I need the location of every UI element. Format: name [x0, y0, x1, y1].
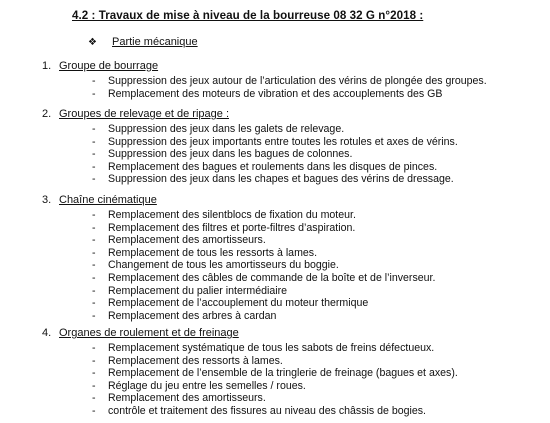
list-item-text: Remplacement des ressorts à lames. [108, 354, 283, 367]
subheading-label: Partie mécanique [112, 36, 198, 48]
section-number: 4. [42, 327, 52, 339]
dash-marker: - [92, 309, 96, 322]
list-item-text: Remplacement de l’accouplement du moteur thermique [108, 297, 369, 310]
dash-marker: - [92, 284, 96, 297]
section-heading [42, 60, 158, 72]
list-item-text: Remplacement des filtres et porte-filtres d’aspiration. [108, 221, 356, 234]
list-item-text: Suppression des jeux dans les galets de relevage. [108, 123, 345, 135]
list-item-text: Remplacement de l’ensemble de la tringlerie de freinage (bagues et axes). [108, 367, 458, 380]
list-item-text: contrôle et traitement des fissures au niveau des châssis de bogies. [108, 404, 426, 417]
section-heading [42, 327, 239, 339]
section-number: 3. [42, 194, 52, 206]
dash-marker: - [92, 404, 96, 417]
dash-marker: - [92, 246, 96, 259]
section-heading [42, 194, 157, 206]
diamond-bullet-icon: ❖ [88, 37, 97, 48]
list-item-text: Remplacement de tous les ressorts à lames. [108, 246, 318, 259]
list-item-text: Remplacement des moteurs de vibration et des accouplements des GB [108, 87, 443, 100]
list-item-text: Remplacement systématique de tous les sabots de freins défectueux. [108, 342, 435, 354]
list-item-text: Remplacement des bagues et roulements dans les disques de pinces. [108, 160, 438, 173]
subheading-partie-mecanique [88, 36, 198, 48]
section-title: Groupe de bourrage [59, 60, 159, 72]
dash-marker: - [92, 221, 96, 234]
list-item-text: Remplacement des amortisseurs. [108, 392, 266, 405]
dash-marker: - [92, 234, 96, 247]
dash-marker: - [92, 271, 96, 284]
section-title: Organes de roulement et de freinage [59, 327, 239, 339]
document-title: 4.2 : Travaux de mise à niveau de la bourreuse 08 32 G n°2018 : [72, 9, 424, 22]
list-item-text: Suppression des jeux dans les chapes et bagues des vérins de dressage. [108, 173, 454, 186]
section-heading [42, 108, 229, 120]
dash-marker: - [92, 342, 96, 354]
list-item-text: Remplacement des câbles de commande de la boîte et de l’inverseur. [108, 271, 436, 284]
dash-marker: - [92, 135, 96, 148]
list-item-text: Suppression des jeux dans les bagues de colonnes. [108, 148, 353, 161]
dash-marker: - [92, 379, 96, 392]
list-item-text: Suppression des jeux importants entre toutes les rotules et axes de vérins. [108, 135, 458, 148]
list-item-text: Réglage du jeu entre les semelles / roues. [108, 379, 306, 392]
dash-marker: - [92, 75, 96, 87]
section-number: 2. [42, 108, 52, 120]
section-title: Chaîne cinématique [59, 194, 157, 206]
section-number: 1. [42, 60, 52, 72]
dash-marker: - [92, 87, 96, 100]
dash-marker: - [92, 367, 96, 380]
list-item-text: Suppression des jeux autour de l’articulation des vérins de plongée des groupes. [108, 75, 487, 87]
dash-marker: - [92, 209, 96, 221]
list-item-text: Remplacement des arbres à cardan [108, 309, 277, 322]
dash-marker: - [92, 173, 96, 186]
list-item-text: Remplacement des silentblocs de fixation du moteur. [108, 209, 356, 221]
list-item-text: Remplacement des amortisseurs. [108, 234, 266, 247]
section-title: Groupes de relevage et de ripage : [59, 108, 230, 120]
list-item-text: Remplacement du palier intermédiaire [108, 284, 288, 297]
list-item-text: Changement de tous les amortisseurs du boggie. [108, 259, 339, 272]
dash-marker: - [92, 148, 96, 161]
dash-marker: - [92, 160, 96, 173]
dash-marker: - [92, 123, 96, 135]
dash-marker: - [92, 259, 96, 272]
dash-marker: - [92, 297, 96, 310]
dash-marker: - [92, 354, 96, 367]
dash-marker: - [92, 392, 96, 405]
